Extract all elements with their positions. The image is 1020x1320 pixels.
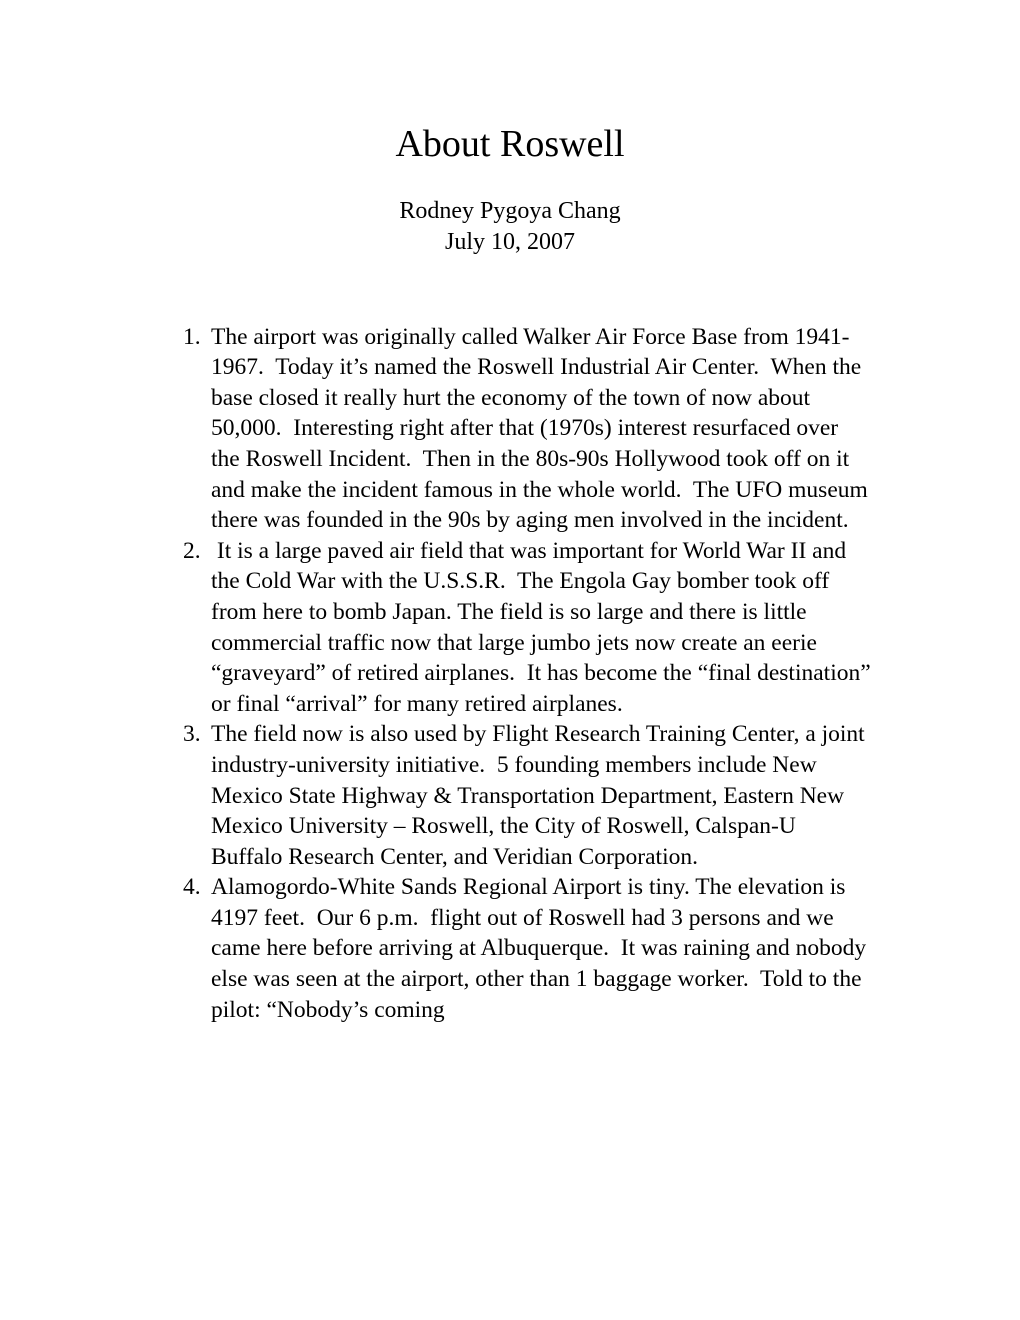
item-number: 3.	[183, 721, 201, 748]
list-item-3	[183, 719, 872, 872]
item-text: It is a large paved air field that was important for World War II and the Cold War with the U.S.S.R. The Engola Gay bomber took off from here to bomb Japan. The field is so large and there is little commercial traffic now that large jumbo jets now create an eerie “graveyard” of retired airplanes. It has become the “final destination” or final “arrival” for many retired airplanes.	[211, 537, 877, 717]
list-item-2	[183, 536, 877, 720]
item-number: 4.	[183, 874, 201, 901]
item-text: The field now is also used by Flight Research Training Center, a joint industry-university initiative. 5 founding members include New Mexico State Highway & Transportation Department, Eastern New Mexico University – Roswell, the City of Roswell, Calspan-U Buffalo Research Center, and Veridian Corporation.	[211, 721, 871, 870]
list-item-4	[183, 872, 872, 1025]
author-name: Rodney Pygoya Chang	[399, 197, 621, 224]
byline-block	[0, 196, 1020, 258]
document-date: July 10, 2007	[444, 228, 575, 255]
document-title: About Roswell	[395, 123, 625, 165]
numbered-list	[183, 322, 877, 1026]
item-number: 2.	[183, 537, 201, 564]
item-number: 1.	[183, 323, 201, 350]
item-text: Alamogordo-White Sands Regional Airport is tiny. The elevation is 4197 feet. Our 6 p.m. flight out of Roswell had 3 persons and we came here before arriving at Albuquerque. It was raining and nobody else was seen at the airport, other than 1 baggage worker. Told to the pilot: “Nobody’s coming	[211, 874, 873, 1023]
list-item-1	[183, 322, 872, 536]
item-text: The airport was originally called Walker Air Force Base from 1941-1967. Today it’s named the Roswell Industrial Air Center. When the base closed it really hurt the economy of the town of now about 50,000. Interesting right after that (1970s) interest resurfaced over the Roswell Incident. Then in the 80s-90s Hollywood took off on it and make the incident famous in the whole world. The UFO museum there was founded in the 90s by aging men involved in the incident.	[211, 323, 874, 534]
